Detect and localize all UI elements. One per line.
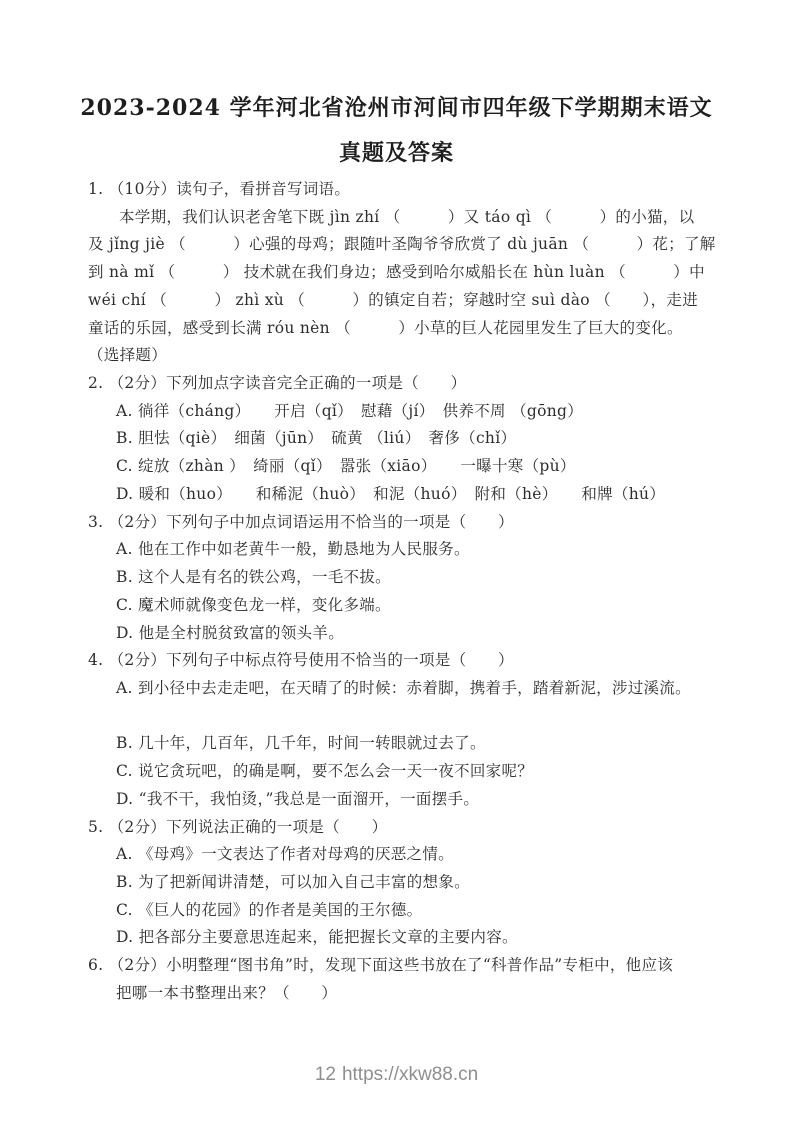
- q6-header-line-2: 把哪一本书整理出来？（ ）: [116, 983, 338, 1002]
- footer-page-number: 12: [314, 1064, 336, 1085]
- document-body: [88, 176, 720, 1008]
- q5-option-c: C. 《巨人的花园》的作者是美国的王尔德。: [116, 900, 423, 919]
- q1-body-line-5: 童话的乐园，感受到长满 róu nèn （ ）小草的巨人花园里发生了巨大的变化。: [88, 318, 683, 337]
- q4-option-a: A. 到小径中去走走吧，在天晴了的时候：赤着脚，携着手，踏着新泥，涉过溪流。: [116, 678, 691, 697]
- page-footer: [0, 1064, 793, 1086]
- q2-option-a: A. 徜徉（cháng） 开启（qǐ） 慰藉（jí） 供养不周 （gōng）: [116, 401, 584, 420]
- q3-option-d: D. 他是全村脱贫致富的领头羊。: [116, 623, 345, 642]
- q4-option-b: B. 几十年，几百年，几千年，时间一转眼就过去了。: [116, 734, 486, 753]
- q3-option-c: C. 魔术师就像变色龙一样，变化多端。: [116, 595, 391, 614]
- document-title: [0, 86, 793, 176]
- q5-option-a: A. 《母鸡》一文表达了作者对母鸡的厌恶之情。: [116, 845, 454, 864]
- q1-body-line-2: 及 jǐng jiè （ ）心强的母鸡；跟随叶圣陶爷爷欣赏了 dù juān （ ）花；了解: [88, 235, 716, 254]
- q3-header: 3. （2分）下列句子中加点词语运用不恰当的一项是（ ）: [88, 512, 514, 531]
- q2-option-c: C. 绽放（zhàn ） 绮丽（qǐ） 嚣张（xiāo） 一曝十寒（pù）: [116, 457, 576, 476]
- q2-option-d: D. 暖和（huo） 和稀泥（huò） 和泥（huó） 附和（hè） 和牌（hú）: [116, 484, 666, 503]
- q6-header-line-1: 6. （2分）小明整理“图书角”时，发现下面这些书放在了“科普作品”专柜中，他应该: [88, 956, 674, 975]
- q4-option-d: D. “我不干，我怕烫，”我总是一面溜开，一面摆手。: [116, 789, 480, 808]
- blank-line: [88, 703, 720, 731]
- title-line-1: 2023-2024 学年河北省沧州市河间市四年级下学期期末语文: [80, 95, 713, 121]
- q4-option-c: C. 说它贪玩吧，的确是啊，要不怎么会一天一夜不回家呢？: [116, 762, 534, 781]
- q3-option-b: B. 这个人是有名的铁公鸡，一毛不拔。: [116, 568, 391, 587]
- q4-header: 4. （2分）下列句子中标点符号使用不恰当的一项是（ ）: [88, 651, 514, 670]
- q5-option-b: B. 为了把新闻讲清楚，可以加入自己丰富的想象。: [116, 872, 470, 891]
- choice-section-label: （选择题）: [88, 346, 168, 365]
- q3-option-a: A. 他在工作中如老黄牛一般，勤恳地为人民服务。: [116, 540, 470, 559]
- q1-body-line-1: 本学期，我们认识老舍笔下既 jìn zhí （ ）又 táo qì （ ）的小猫，以: [119, 207, 695, 226]
- q2-header: 2. （2分）下列加点字读音完全正确的一项是（ ）: [88, 374, 467, 393]
- q5-option-d: D. 把各部分主要意思连起来，能把握长文章的主要内容。: [116, 928, 518, 947]
- q5-header: 5. （2分）下列说法正确的一项是（ ）: [88, 817, 388, 836]
- q1-body-line-4: wéi chí （ ） zhì xù （ ）的镇定自若；穿越时空 suì dào （ ），走进: [88, 290, 699, 309]
- q1-header: 1. （10分）读句子，看拼音写词语。: [88, 180, 351, 198]
- title-line-2: 真题及答案: [338, 140, 454, 166]
- footer-url: https://xkw88.cn: [341, 1064, 479, 1085]
- q1-body-line-3: 到 nà mǐ （ ） 技术就在我们身边；感受到哈尔威船长在 hùn luàn （ ）中: [88, 263, 705, 282]
- q2-option-b: B. 胆怯（qiè） 细菌（jūn） 硫黄 （liú） 奢侈（chǐ）: [116, 429, 517, 448]
